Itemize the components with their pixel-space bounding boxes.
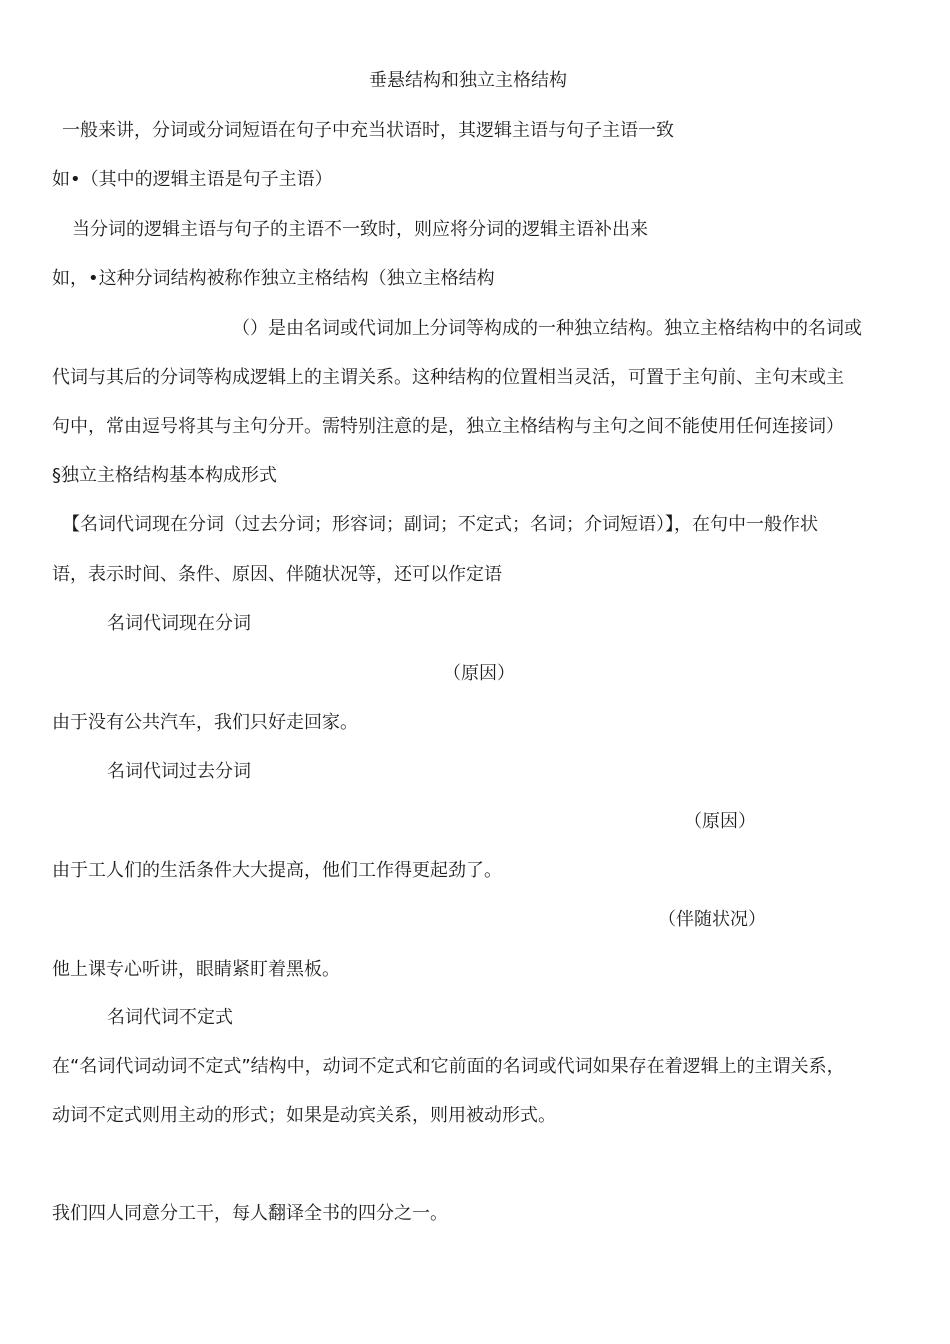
paragraph-line: 代词与其后的分词等构成逻辑上的主谓关系。这种结构的位置相当灵活，可置于主句前、主句末或主: [52, 367, 844, 388]
paragraph-line: 【名词代词现在分词（过去分词；形容词；副词；不定式；名词；介词短语）】，在句中一般作状: [62, 514, 818, 535]
paragraph-line: （）是由名词或代词加上分词等构成的一种独立结构。独立主格结构中的名词或: [232, 318, 862, 339]
document-title: 垂悬结构和独立主格结构: [369, 70, 567, 91]
paragraph-line: 如•（其中的逻辑主语是句子主语）: [52, 169, 333, 190]
subheading: 名词代词现在分词: [107, 613, 251, 634]
paragraph-line: 当分词的逻辑主语与句子的主语不一致时，则应将分词的逻辑主语补出来: [72, 219, 648, 240]
subheading: 名词代词不定式: [107, 1007, 233, 1028]
section-heading: §独立主格结构基本构成形式: [52, 465, 277, 486]
annotation-label: （原因）: [443, 663, 515, 684]
example-sentence: 由于没有公共汽车，我们只好走回家。: [52, 712, 358, 733]
paragraph-line: 语，表示时间、条件、原因、伴随状况等，还可以作定语: [52, 564, 502, 585]
paragraph-line: 如，•这种分词结构被称作独立主格结构（独立主格结构: [52, 268, 495, 289]
example-sentence: 他上课专心听讲，眼睛紧盯着黑板。: [52, 959, 340, 980]
example-sentence: 我们四人同意分工干，每人翻译全书的四分之一。: [52, 1203, 448, 1224]
paragraph-line: 动词不定式则用主动的形式；如果是动宾关系，则用被动形式。: [52, 1105, 556, 1126]
paragraph-line: 一般来讲，分词或分词短语在句子中充当状语时，其逻辑主语与句子主语一致: [62, 120, 674, 141]
paragraph-line: 句中，常由逗号将其与主句分开。需特别注意的是，独立主格结构与主句之间不能使用任何连接词）: [52, 416, 844, 437]
annotation-label: （原因）: [684, 811, 756, 832]
annotation-label: （伴随状况）: [658, 909, 766, 930]
subheading: 名词代词过去分词: [107, 761, 251, 782]
paragraph-line: 在“名词代词动词不定式”结构中，动词不定式和它前面的名词或代词如果存在着逻辑上的主谓关系，: [52, 1056, 845, 1077]
example-sentence: 由于工人们的生活条件大大提高，他们工作得更起劲了。: [52, 860, 502, 881]
